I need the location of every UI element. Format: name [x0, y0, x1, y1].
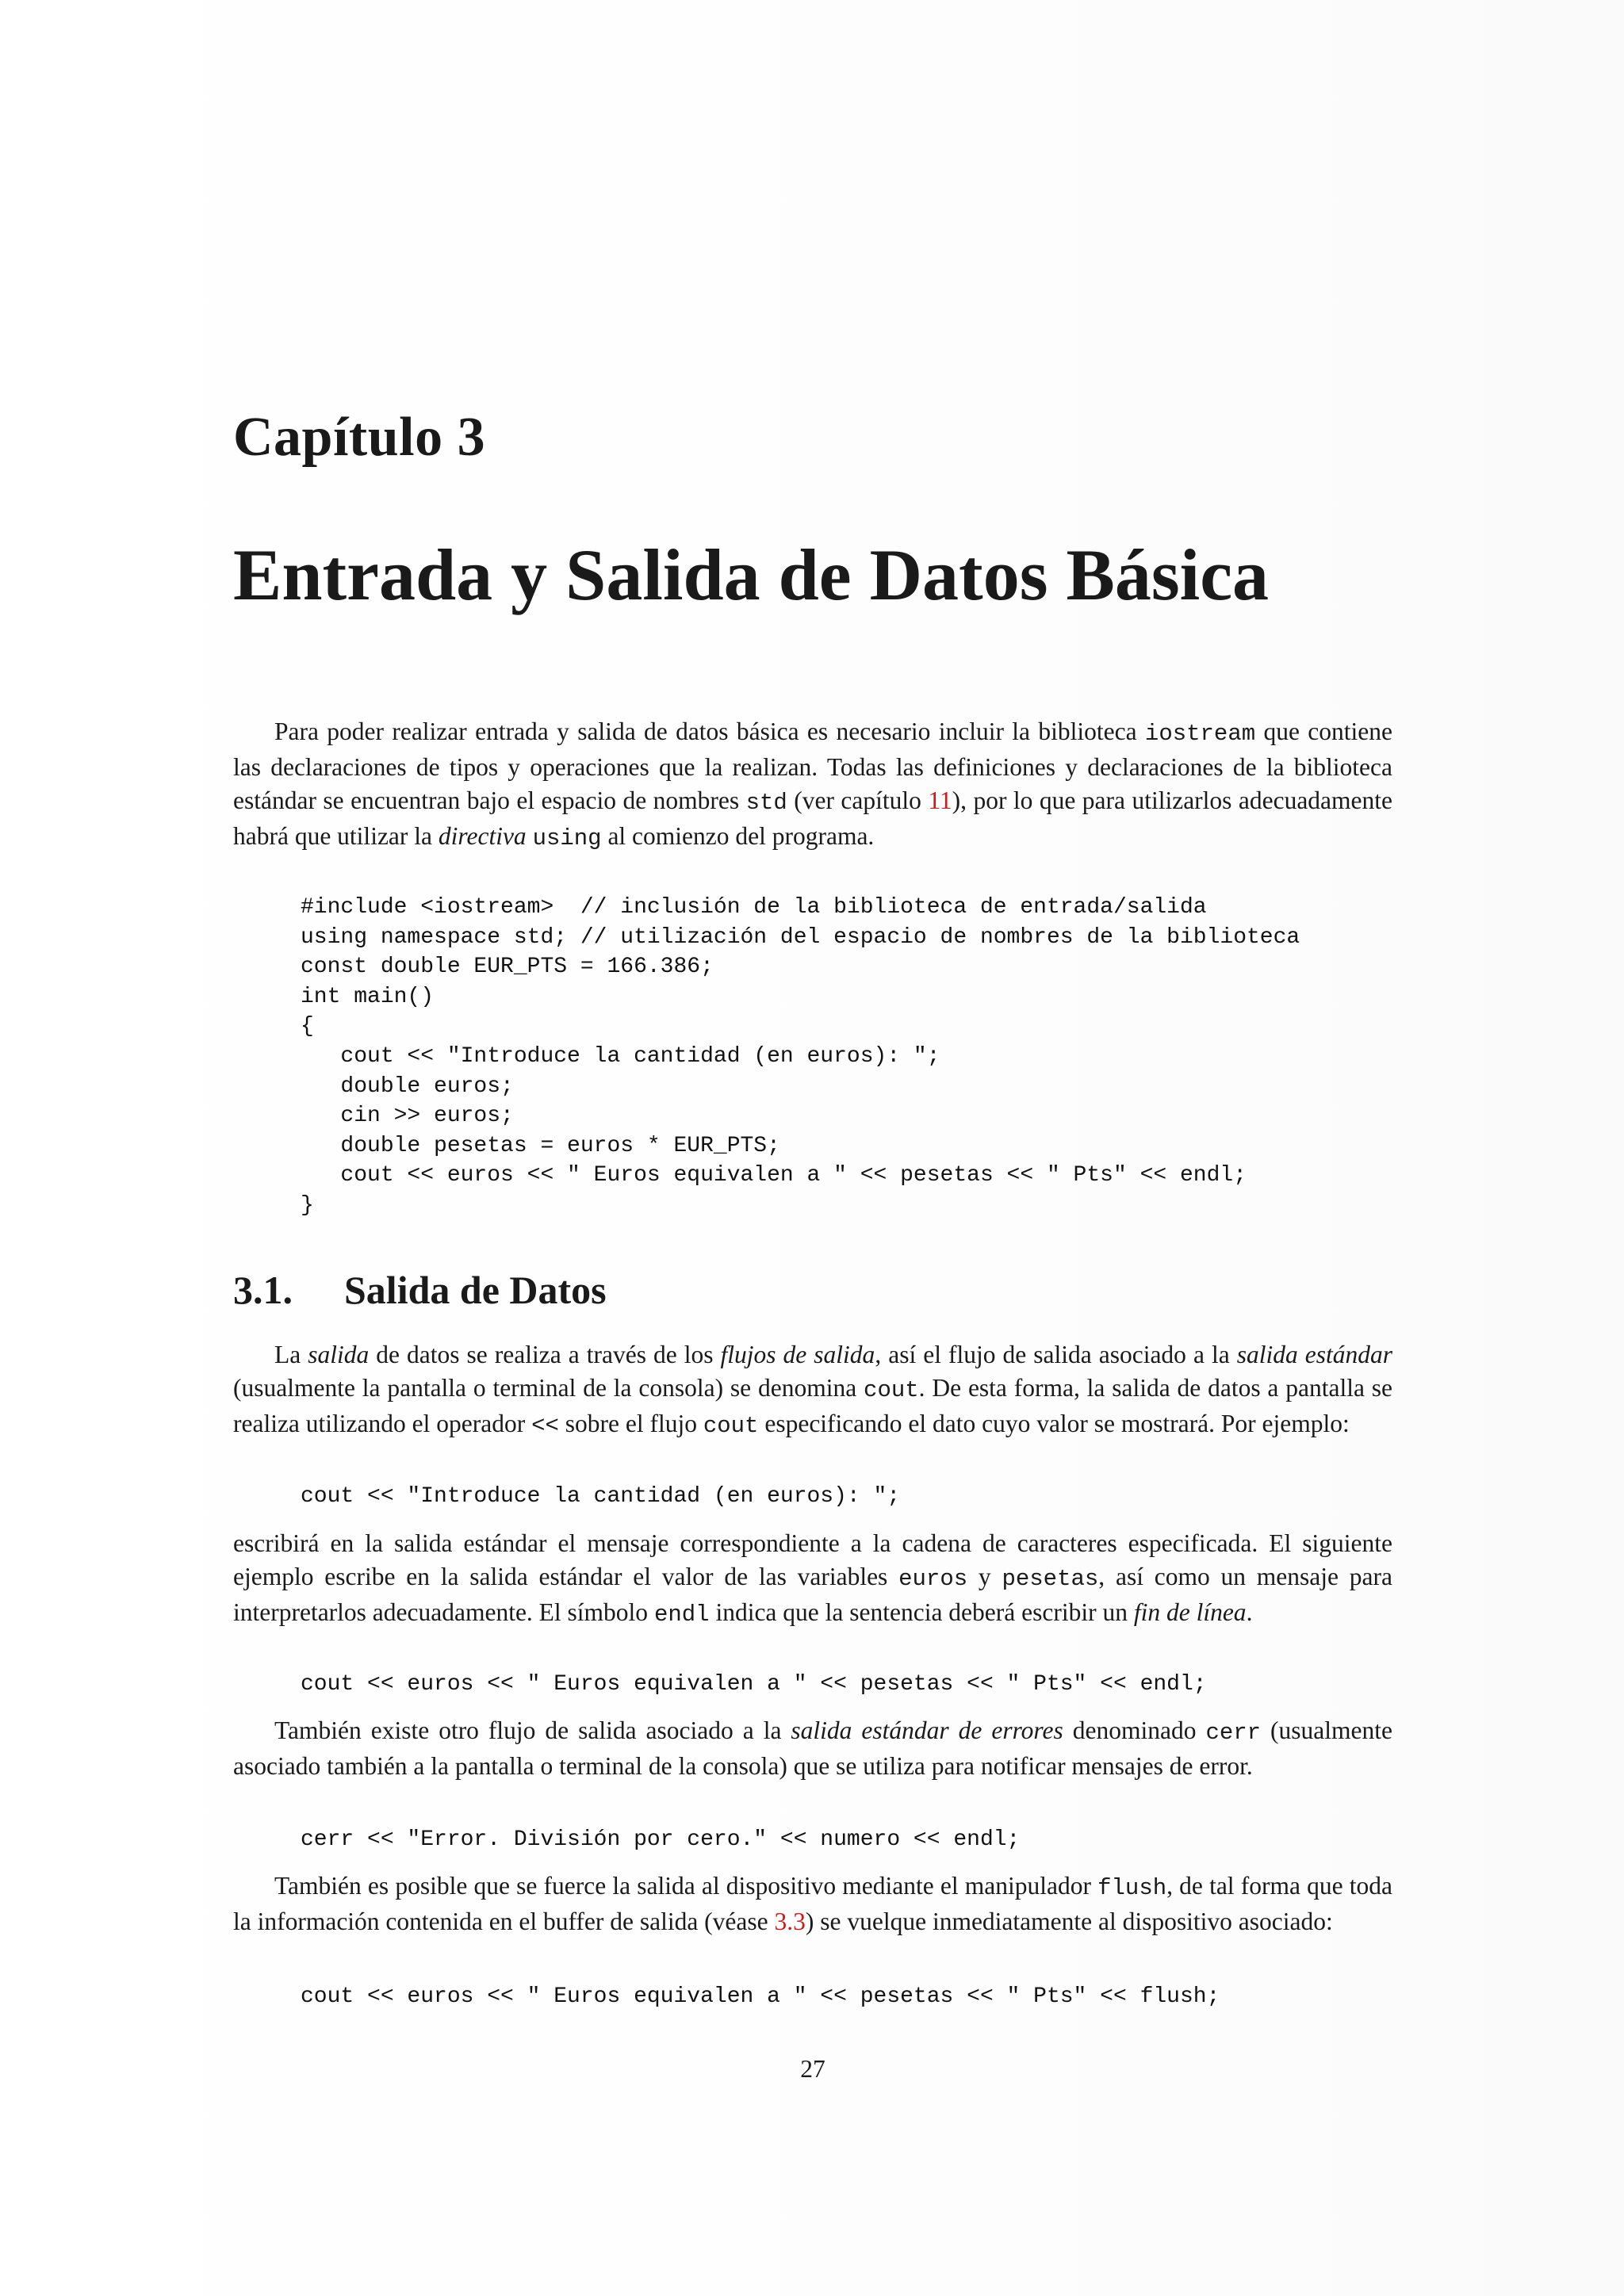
code-example-1: cout << "Introduce la cantidad (en euros): "; — [301, 1484, 901, 1509]
section-heading — [233, 1267, 607, 1313]
inline-code: cout — [703, 1413, 759, 1439]
inline-code: cout — [864, 1377, 919, 1403]
paragraph-salida: La salida de datos se realiza a través de los flujos de salida, así el flujo de salida asociado a la salida estándar (usualmente la pantalla o terminal de la consola) se denomina cout. De esta forma, la salida de datos a pantalla se realiza utilizando el operador << sobre el flujo cout especificando el dato cuyo valor se mostrará. Por ejemplo: — [233, 1341, 1392, 1439]
inline-code: pesetas — [1002, 1566, 1099, 1592]
inline-code: endl — [653, 1601, 710, 1628]
paragraph-cerr: También existe otro flujo de salida asociado a la salida estándar de errores denominado cerr (usualmente asociado también a la pantalla o terminal de la consola) que se utiliza para notificar mensajes de error. — [233, 1716, 1393, 1780]
code-example-2: cout << euros << " Euros equivalen a " << pesetas << " Pts" << endl; — [301, 1672, 1207, 1697]
paragraph-flush: También es posible que se fuerce la salida al dispositivo mediante el manipulador flush, de tal forma que toda la información contenida en el buffer de salida (véase 3.3) se vuelque inmediatamente al dispositivo asociado: — [233, 1872, 1392, 1935]
code-example-4: cout << euros << " Euros equivalen a " << pesetas << " Pts" << flush; — [301, 1984, 1220, 2009]
section-title: Salida de Datos — [344, 1268, 607, 1312]
inline-code: using — [532, 825, 602, 851]
page-number: 27 — [800, 2055, 825, 2083]
inline-code: flush — [1097, 1875, 1167, 1901]
chapter-label: Capítulo 3 — [233, 407, 486, 468]
inline-code: iostream — [1144, 721, 1256, 747]
code-block-main: #include <iostream> // inclusión de la biblioteca de entrada/salida using namespace std; // utilización del espacio de nombres de la biblioteca const double EUR_PTS = 166.386; int main() { cout << "Introduce la cantidad (en euros): "; double euros; cin >> euros; double pesetas = euros * EUR_PTS; cout << euros << " Euros equivalen a " << pesetas << " Pts" << endl; } — [301, 895, 1300, 1218]
inline-code: cerr — [1205, 1720, 1262, 1746]
inline-code: << — [531, 1413, 559, 1439]
section-reference-link[interactable]: 3.3 — [774, 1908, 806, 1935]
intro-paragraph: Para poder realizar entrada y salida de datos básica es necesario incluir la biblioteca iostream que contiene las declaraciones de tipos y operaciones que la realizan. Todas las definiciones y declaraciones de la biblioteca estándar se encuentran bajo el espacio de nombres std (ver capítulo 11), por lo que para utilizarlos adecuadamente habrá que utilizar la directiva using al comienzo del programa. — [233, 718, 1392, 851]
inline-code: euros — [898, 1566, 968, 1592]
inline-code: std — [745, 790, 787, 816]
section-number: 3.1. — [233, 1268, 293, 1312]
paragraph-escribira: escribirá en la salida estándar el mensaje correspondiente a la cadena de caracteres especificada. El siguiente ejemplo escribe en la salida estándar el valor de las variables euros y pesetas, así como un mensaje para interpretarlos adecuadamente. El símbolo endl indica que la sentencia deberá escribir un fin de línea. — [233, 1529, 1393, 1628]
chapter-reference-link[interactable]: 11 — [928, 786, 952, 814]
chapter-title: Entrada y Salida de Datos Básica — [233, 534, 1270, 615]
code-example-3: cerr << "Error. División por cero." << numero << endl; — [301, 1827, 1021, 1852]
